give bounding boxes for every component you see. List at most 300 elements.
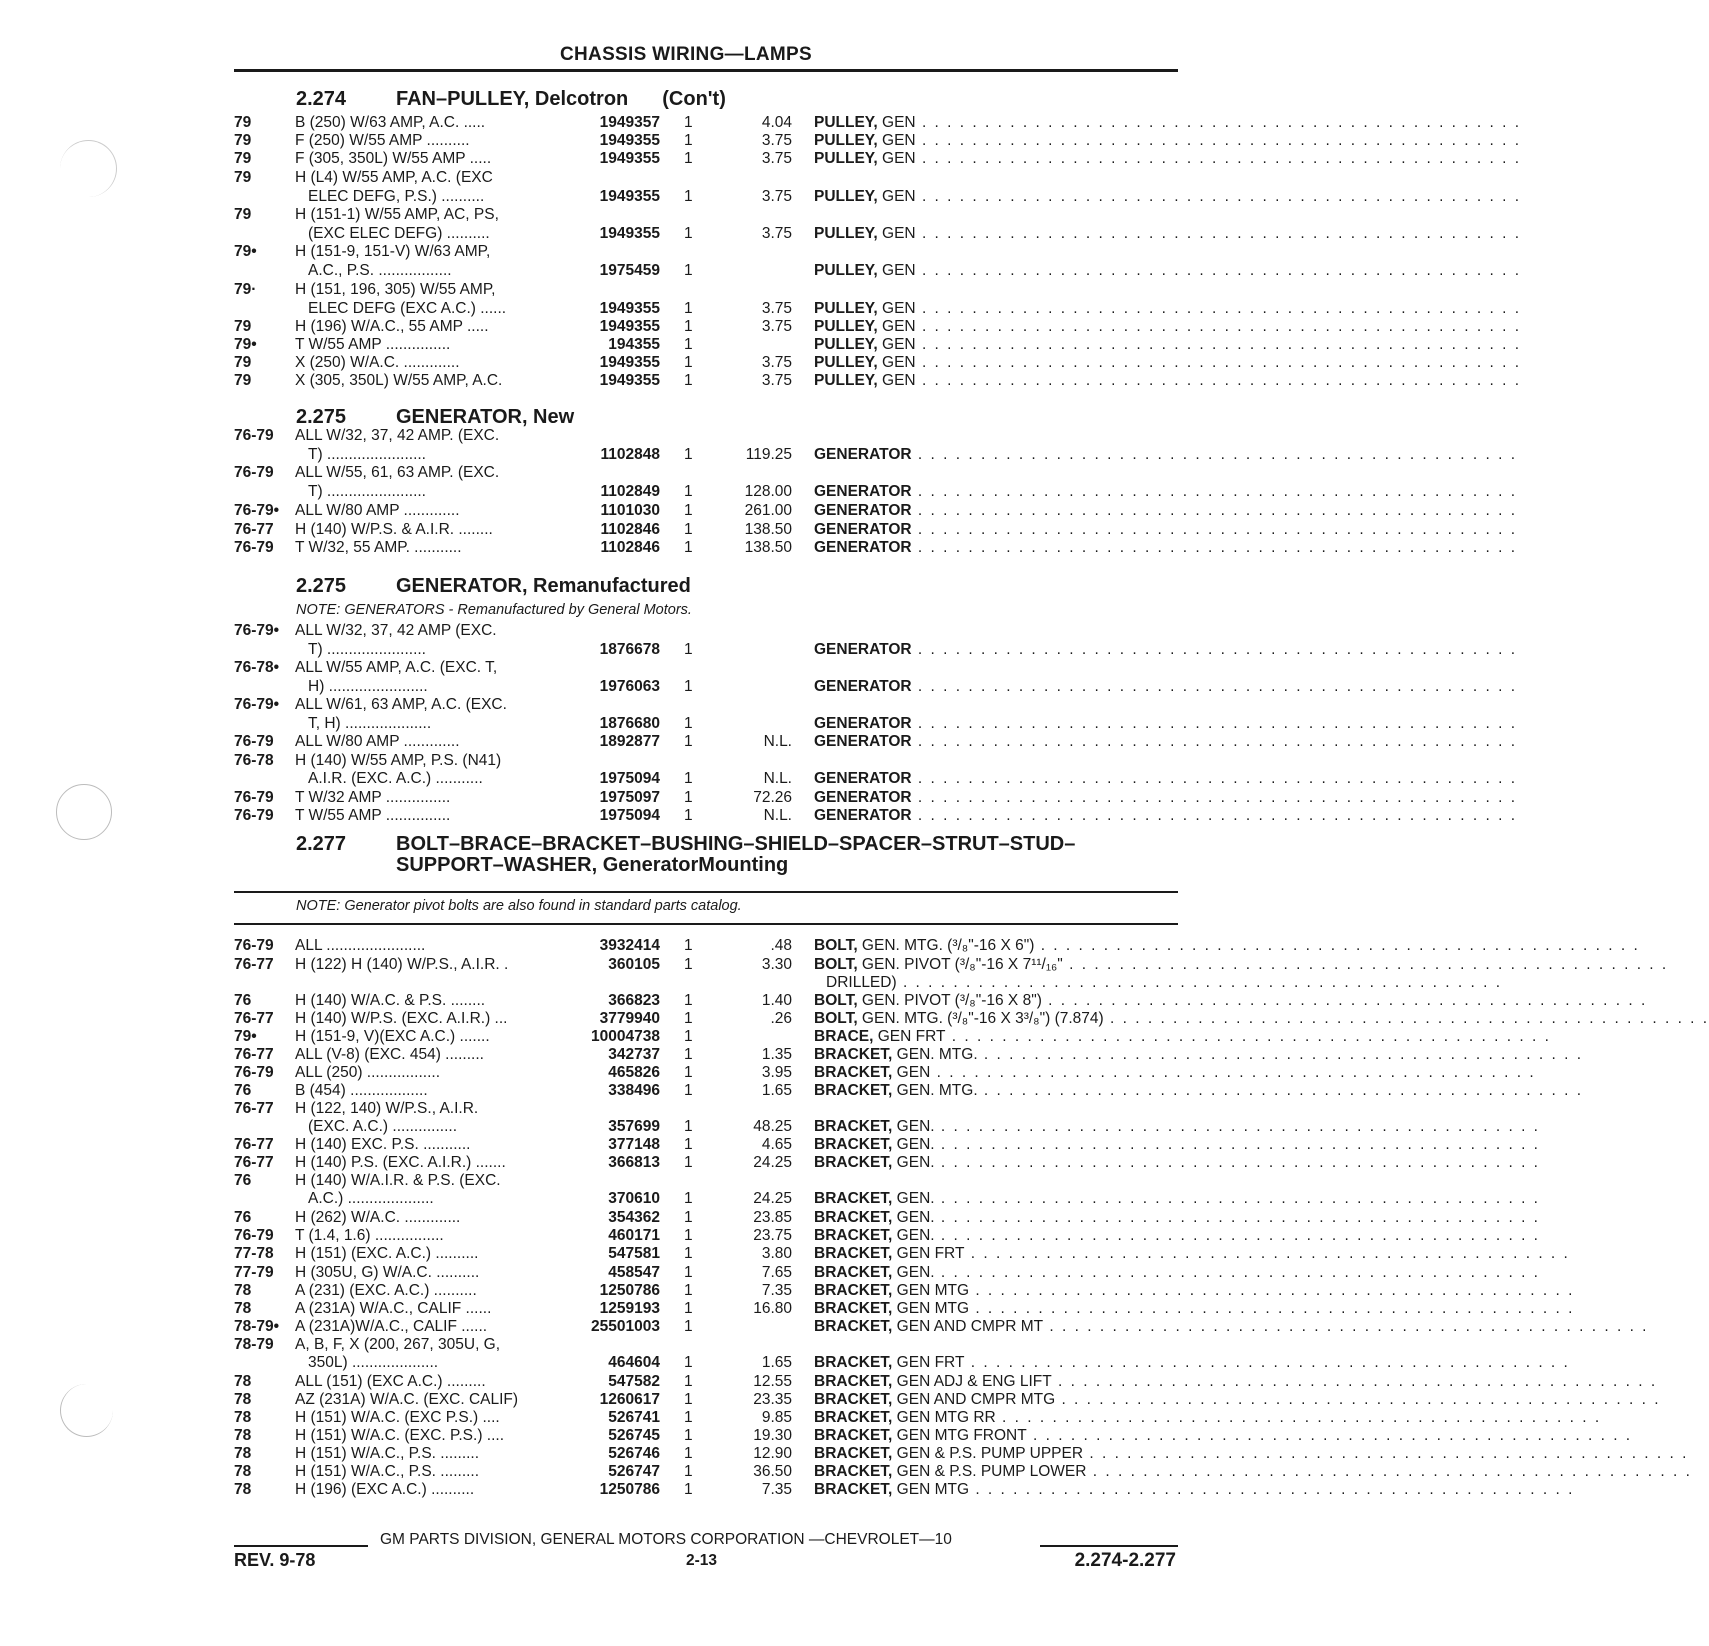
application-description: H (151) W/A.C., P.S. .........: [295, 1445, 480, 1462]
section-note: NOTE: GENERATORS - Remanufactured by General Motors.: [296, 602, 692, 618]
part-name-primary: PULLEY,: [814, 114, 878, 131]
table-row: [0, 1462, 1692, 1481]
application-description: H (122, 140) W/P.S., A.I.R.: [295, 1100, 479, 1117]
application-description: T) .......................: [308, 446, 426, 463]
application-description: A (231A)W/A.C., CALIF ......: [295, 1318, 488, 1335]
application-description: A (231A) W/A.C., CALIF ......: [295, 1300, 492, 1317]
dot-leader: . . . . . . . . . . . . . . . . . . . . . . . . . . . . . . . . . . . . . . . . . . . . . . . .: [995, 1409, 1602, 1426]
section-number: 2.277: [296, 833, 347, 855]
part-number: 342737: [608, 1046, 660, 1063]
table-row: [0, 1426, 1633, 1445]
part-number: 1975459: [599, 262, 660, 279]
dot-leader: . . . . . . . . . . . . . . . . . . . . . . . . . . . . . . . . . . . . . . . . . . . . . . . .: [911, 715, 1518, 732]
list-price: 3.75: [761, 225, 792, 242]
table-row: [0, 335, 1522, 354]
quantity: 1: [684, 300, 693, 317]
part-name: [814, 1135, 1540, 1154]
application-description: (EXC. A.C.) ...............: [308, 1118, 457, 1135]
part-name: [814, 1480, 1575, 1499]
table-row: [0, 973, 1503, 992]
application-description: T) .......................: [308, 483, 426, 500]
dot-leader: . . . . . . . . . . . . . . . . . . . . . . . . . . . . . . . . . . . . . . . . . . . . . . . .: [1026, 1427, 1633, 1444]
list-price: 3.75: [761, 372, 792, 389]
list-price: 1.65: [761, 1354, 792, 1371]
application-description: ALL W/32, 37, 42 AMP (EXC.: [295, 622, 497, 639]
part-name-primary: BRACKET,: [814, 1391, 893, 1408]
application-description: ALL .......................: [295, 937, 426, 954]
part-number: 1949355: [599, 225, 660, 242]
part-name-primary: BRACKET,: [814, 1427, 893, 1444]
part-number: 1975097: [599, 789, 660, 806]
list-price: 16.80: [753, 1300, 792, 1317]
quantity: 1: [684, 1481, 693, 1498]
part-name-primary: BRACKET,: [814, 1082, 893, 1099]
application-description: F (305, 350L) W/55 AMP .....: [295, 150, 492, 167]
quantity: 1: [684, 1264, 693, 1281]
table-row: [0, 769, 1518, 788]
model-year: 76-79: [234, 539, 274, 556]
part-name-primary: PULLEY,: [814, 300, 878, 317]
application-description: T, H) ....................: [308, 715, 432, 732]
table-row: [0, 371, 1522, 390]
part-name-detail: GEN: [877, 132, 916, 149]
quantity: 1: [684, 318, 693, 335]
model-year: 76-78•: [234, 659, 280, 676]
table-row: [0, 991, 1648, 1010]
part-name: [814, 520, 1518, 539]
list-price: 1.35: [761, 1046, 792, 1063]
quantity: 1: [684, 1136, 693, 1153]
model-year: 79: [234, 169, 252, 186]
table-row: [0, 520, 1518, 539]
model-year: 76: [234, 992, 252, 1009]
dot-leader: . . . . . . . . . . . . . . . . . . . . . . . . . . . . . . . . . . . . . . . . . . . . . . . .: [1055, 1391, 1661, 1408]
part-number: 464604: [608, 1354, 660, 1371]
part-number: 10004738: [591, 1028, 660, 1045]
quantity: 1: [684, 1354, 693, 1371]
part-name-primary: BRACKET,: [814, 1227, 893, 1244]
part-number: 1260617: [599, 1391, 660, 1408]
part-name-primary: BRACKET,: [814, 1190, 893, 1207]
part-name-detail: GEN. PIVOT (³/₈"-16 X 8"): [857, 992, 1042, 1009]
dot-leader: . . . . . . . . . . . . . . . . . . . . . . . . . . . . . . . . . . . . . . . . . . . . . . . .: [911, 641, 1518, 658]
part-name-primary: BOLT,: [814, 937, 858, 954]
model-year: 79•: [234, 336, 257, 353]
quantity: 1: [684, 1318, 693, 1335]
part-name-primary: BRACKET,: [814, 1064, 893, 1081]
list-price: 4.65: [761, 1136, 792, 1153]
application-description: ALL W/55, 61, 63 AMP. (EXC.: [295, 464, 500, 481]
model-year: 77-78: [234, 1245, 274, 1262]
table-row: [0, 1317, 1649, 1336]
quantity: 1: [684, 1010, 693, 1027]
part-name-detail: GEN: [877, 225, 916, 242]
dot-leader: . . . . . . . . . . . . . . . . . . . . . . . . . . . . . . . . . . . . . . . . . . . . . . . .: [911, 446, 1518, 463]
dot-leader: . . . . . . . . . . . . . . . . . . . . . . . . . . . . . . . . . . . . . . . . . . . . . . . .: [1086, 1463, 1692, 1480]
part-name: [814, 1408, 1602, 1427]
part-number: 460171: [608, 1227, 660, 1244]
part-name-detail: GEN FRT: [873, 1028, 946, 1045]
table-row: [0, 1226, 1540, 1245]
part-name-detail: GEN MTG: [892, 1481, 970, 1498]
part-name: [814, 1117, 1540, 1136]
model-year: 76-79•: [234, 502, 280, 519]
part-name: [814, 991, 1648, 1010]
model-year: 78: [234, 1300, 252, 1317]
application-description: A (231) (EXC. A.C.) ..........: [295, 1282, 477, 1299]
part-name-primary: BRACE,: [814, 1028, 874, 1045]
dot-leader: . . . . . . . . . . . . . . . . . . . . . . . . . . . . . . . . . . . . . . . . . . . . . . . .: [911, 521, 1518, 538]
application-description: (EXC ELEC DEFG) ..........: [308, 225, 490, 242]
application-description: H (122) H (140) W/P.S., A.I.R. .: [295, 956, 509, 973]
dot-leader: . . . . . . . . . . . . . . . . . . . . . . . . . . . . . . . . . . . . . . . . . . . . . . . .: [1083, 1445, 1689, 1462]
model-year: 76-79: [234, 937, 274, 954]
dot-leader: . . . . . . . . . . . . . . . . . . . . . . . . . . . . . . . . . . . . . . . . . . . . . . . .: [915, 318, 1522, 335]
part-number: 1975094: [599, 770, 660, 787]
application-description: ELEC DEFG (EXC A.C.) ......: [308, 300, 507, 317]
part-number: 526741: [608, 1409, 660, 1426]
table-row: [0, 501, 1518, 520]
table-row: [0, 1244, 1570, 1263]
table-row: [0, 1281, 1575, 1300]
part-name: [814, 335, 1522, 354]
dot-leader: . . . . . . . . . . . . . . . . . . . . . . . . . . . . . . . . . . . . . . . . . . . . . . . .: [945, 1028, 1551, 1045]
list-price: 138.50: [744, 521, 792, 538]
dot-leader: . . . . . . . . . . . . . . . . . . . . . . . . . . . . . . . . . . . . . . . . . . . . . . . .: [911, 539, 1518, 556]
model-year: 76-79•: [234, 622, 280, 639]
quantity: 1: [684, 521, 693, 538]
application-description: ALL (V-8) (EXC. 454) .........: [295, 1046, 484, 1063]
dot-leader: . . . . . . . . . . . . . . . . . . . . . . . . . . . . . . . . . . . . . . . . . . . . . . . .: [911, 789, 1518, 806]
part-name-primary: PULLEY,: [814, 336, 878, 353]
table-row: [0, 1408, 1602, 1427]
part-name-primary: BRACKET,: [814, 1136, 893, 1153]
application-description: ALL W/80 AMP .............: [295, 502, 460, 519]
table-row: [0, 732, 1518, 751]
part-name-primary: PULLEY,: [814, 225, 878, 242]
part-name: [814, 1009, 1709, 1028]
part-number: 1949355: [599, 188, 660, 205]
part-name-detail: GEN & P.S. PUMP UPPER: [892, 1445, 1084, 1462]
dot-leader: . . . . . . . . . . . . . . . . . . . . . . . . . . . . . . . . . . . . . . . . . . . . . . . .: [915, 132, 1522, 149]
table-row: [0, 317, 1522, 336]
section-heading-2-275-reman: [296, 575, 691, 598]
part-name: [814, 1027, 1551, 1046]
note-rule-top: [234, 891, 1178, 893]
quantity: 1: [684, 150, 693, 167]
application-description: A.C., P.S. .................: [308, 262, 452, 279]
part-name-detail: GEN: [877, 262, 916, 279]
application-description: T W/32 AMP ...............: [295, 789, 451, 806]
part-name-primary: BRACKET,: [814, 1264, 893, 1281]
application-description: H (196) W/A.C., 55 AMP .....: [295, 318, 489, 335]
model-year: 78-79•: [234, 1318, 280, 1335]
table-row: [0, 640, 1518, 659]
application-description: B (454) ..................: [295, 1082, 428, 1099]
part-name: [814, 1263, 1540, 1282]
part-name-detail: GEN MTG FRONT: [892, 1427, 1027, 1444]
quantity: 1: [684, 1282, 693, 1299]
list-price: 12.55: [753, 1373, 792, 1390]
part-number: 377148: [608, 1136, 660, 1153]
part-name: [814, 732, 1518, 751]
model-year: 78: [234, 1445, 252, 1462]
list-price: 3.75: [761, 150, 792, 167]
part-name: [814, 806, 1518, 825]
part-name-primary: BRACKET,: [814, 1118, 893, 1135]
quantity: 1: [684, 937, 693, 954]
quantity: 1: [684, 733, 693, 750]
part-name-primary: GENERATOR: [814, 446, 912, 463]
table-row: [0, 1045, 1584, 1064]
list-price: 24.25: [753, 1154, 792, 1171]
part-number: 1102846: [600, 539, 660, 556]
part-name-primary: GENERATOR: [814, 770, 912, 787]
part-name: [814, 936, 1640, 955]
application-description: H) .......................: [308, 678, 428, 695]
model-year: 76-79: [234, 733, 274, 750]
part-name: [814, 149, 1522, 168]
part-name-primary: BRACKET,: [814, 1445, 893, 1462]
model-year: 76-79: [234, 427, 274, 444]
section-continued: (Con't): [662, 88, 726, 110]
quantity: 1: [684, 446, 693, 463]
list-price: 72.26: [753, 789, 792, 806]
model-year: 78: [234, 1463, 252, 1480]
section-heading-2-274: [296, 88, 726, 111]
section-heading-2-277: [296, 834, 1075, 876]
model-year: 79: [234, 318, 252, 335]
dot-leader: . . . . . . . . . . . . . . . . . . . . . . . . . . . . . . . . . . . . . . . . . . . . . . . .: [969, 1282, 1575, 1299]
application-description: 350L) ....................: [308, 1354, 439, 1371]
part-name-primary: PULLEY,: [814, 354, 878, 371]
quantity: 1: [684, 502, 693, 519]
table-row: [0, 224, 1522, 243]
quantity: 1: [684, 789, 693, 806]
footer-rule-left: [234, 1545, 368, 1547]
section-number: 2.275: [296, 406, 347, 428]
dot-leader: . . . . . . . . . . . . . . . . . . . . . . . . . . . . . . . . . . . . . . . . . . . . . . . .: [911, 502, 1518, 519]
table-row: [0, 149, 1522, 168]
model-year: 76: [234, 1172, 252, 1189]
part-number: 3932414: [599, 937, 660, 954]
table-row: [0, 1063, 1536, 1082]
part-name: [814, 788, 1518, 807]
part-name-primary: BRACKET,: [814, 1481, 893, 1498]
model-year: 76-79: [234, 789, 274, 806]
application-description: H (151-1) W/55 AMP, AC, PS,: [295, 206, 499, 223]
table-row: [0, 806, 1518, 825]
table-row: [0, 1444, 1689, 1463]
table-row: [0, 658, 1280, 677]
application-description: H (151, 196, 305) W/55 AMP,: [295, 281, 496, 298]
quantity: 1: [684, 1227, 693, 1244]
dot-leader: . . . . . . . . . . . . . . . . . . . . . . . . . . . . . . . . . . . . . . . . . . . . . . . .: [1041, 992, 1648, 1009]
dot-leader: . . . . . . . . . . . . . . . . . . . . . . . . . . . . . . . . . . . . . . . . . . . . . . . .: [977, 1082, 1584, 1099]
quantity: 1: [684, 1082, 693, 1099]
model-year: 77-79: [234, 1264, 274, 1281]
list-price: 119.25: [745, 446, 792, 463]
table-row: [0, 299, 1522, 318]
table-row: [0, 1335, 1280, 1354]
part-name-primary: BRACKET,: [814, 1354, 893, 1371]
part-name-primary: BOLT,: [814, 992, 858, 1009]
dot-leader: . . . . . . . . . . . . . . . . . . . . . . . . . . . . . . . . . . . . . . . . . . . . . . . .: [915, 354, 1522, 371]
part-number: 1976063: [599, 678, 660, 695]
section-note: NOTE: Generator pivot bolts are also found in standard parts catalog.: [296, 898, 742, 914]
model-year: 76-79•: [234, 696, 280, 713]
model-year: 79•: [234, 243, 257, 260]
dot-leader: . . . . . . . . . . . . . . . . . . . . . . . . . . . . . . . . . . . . . . . . . . . . . . . .: [964, 1245, 1570, 1262]
part-name: [814, 1153, 1540, 1172]
table-row: [0, 1009, 1709, 1028]
application-description: H (151) W/A.C. (EXC. P.S.) ....: [295, 1427, 505, 1444]
part-name: [814, 1372, 1658, 1391]
part-name-detail: GEN: [892, 1064, 931, 1081]
part-name: [814, 482, 1518, 501]
part-name-primary: PULLEY,: [814, 188, 878, 205]
part-name-detail: GEN: [877, 150, 916, 167]
quantity: 1: [684, 114, 693, 131]
quantity: 1: [684, 539, 693, 556]
part-number: 194355: [608, 336, 660, 353]
application-description: A.C.) ....................: [308, 1190, 434, 1207]
list-price: 24.25: [753, 1190, 792, 1207]
part-name-detail: GEN.: [892, 1264, 935, 1281]
part-name-detail: GEN. MTG.: [892, 1046, 978, 1063]
part-number: 1949355: [599, 300, 660, 317]
quantity: 1: [684, 1445, 693, 1462]
part-name: [814, 1226, 1540, 1245]
part-number: 1876680: [599, 715, 660, 732]
list-price: 23.85: [753, 1209, 792, 1226]
part-number: 354362: [608, 1209, 660, 1226]
quantity: 1: [684, 1118, 693, 1135]
model-year: 78: [234, 1409, 252, 1426]
model-year: 76-77: [234, 1154, 274, 1171]
part-number: 1102848: [600, 446, 660, 463]
model-year: 76-77: [234, 1010, 274, 1027]
quantity: 1: [684, 354, 693, 371]
quantity: 1: [684, 1190, 693, 1207]
part-name-primary: GENERATOR: [814, 715, 912, 732]
part-name: [814, 353, 1522, 372]
quantity: 1: [684, 715, 693, 732]
quantity: 1: [684, 1300, 693, 1317]
model-year: 78-79: [234, 1336, 274, 1353]
part-name-primary: BRACKET,: [814, 1046, 893, 1063]
footer-page-number: 2-13: [686, 1552, 718, 1569]
list-price: 12.90: [753, 1445, 792, 1462]
part-name-detail: GEN: [877, 114, 916, 131]
application-description: H (151) W/A.C., P.S. .........: [295, 1463, 480, 1480]
table-row: [0, 280, 1280, 299]
application-description: ALL W/32, 37, 42 AMP. (EXC.: [295, 427, 500, 444]
quantity: 1: [684, 1373, 693, 1390]
part-number: 526746: [608, 1445, 660, 1462]
model-year: 76-79: [234, 1064, 274, 1081]
part-name-primary: GENERATOR: [814, 789, 912, 806]
dot-leader: . . . . . . . . . . . . . . . . . . . . . . . . . . . . . . . . . . . . . . . . . . . . . . . .: [915, 150, 1522, 167]
list-price: 3.75: [761, 132, 792, 149]
model-year: 79: [234, 132, 252, 149]
part-name-detail: GEN: [877, 354, 916, 371]
application-description: T) .......................: [308, 641, 426, 658]
part-name-detail: DRILLED): [826, 974, 897, 991]
part-number: 458547: [608, 1264, 660, 1281]
application-description: AZ (231A) W/A.C. (EXC. CALIF): [295, 1391, 519, 1408]
quantity: 1: [684, 336, 693, 353]
part-number: 547581: [608, 1245, 660, 1262]
model-year: 78: [234, 1282, 252, 1299]
part-name: [814, 187, 1522, 206]
list-price: 4.04: [761, 114, 792, 131]
part-name: [814, 1317, 1649, 1336]
part-number: 1975094: [599, 807, 660, 824]
model-year: 76-78: [234, 752, 274, 769]
section-title-line2: SUPPORT–WASHER, GeneratorMounting: [396, 854, 789, 876]
dot-leader: . . . . . . . . . . . . . . . . . . . . . . . . . . . . . . . . . . . . . . . . . . . . . . . .: [1103, 1010, 1709, 1027]
part-name: [814, 1353, 1570, 1372]
part-number: 370610: [608, 1190, 660, 1207]
part-name-primary: BOLT,: [814, 956, 858, 973]
part-name: [826, 973, 1503, 992]
list-price: 3.80: [761, 1245, 792, 1262]
part-name: [814, 640, 1518, 659]
part-name-detail: GEN.: [892, 1136, 935, 1153]
part-name: [814, 113, 1522, 132]
part-name-primary: GENERATOR: [814, 733, 912, 750]
quantity: 1: [684, 807, 693, 824]
list-price: 23.75: [753, 1227, 792, 1244]
part-name-primary: BRACKET,: [814, 1282, 893, 1299]
part-name-primary: PULLEY,: [814, 262, 878, 279]
part-name: [814, 1189, 1540, 1208]
table-row: [0, 242, 1280, 261]
part-name: [814, 445, 1518, 464]
part-name-primary: BRACKET,: [814, 1318, 893, 1335]
application-description: H (140) P.S. (EXC. A.I.R.) .......: [295, 1154, 506, 1171]
model-year: 76-77: [234, 1100, 274, 1117]
application-description: T W/55 AMP ...............: [295, 336, 451, 353]
application-description: H (140) EXC. P.S. ...........: [295, 1136, 471, 1153]
table-row: [0, 677, 1518, 696]
part-name: [814, 1244, 1570, 1263]
table-row: [0, 1372, 1658, 1391]
list-price: 138.50: [744, 539, 792, 556]
table-row: [0, 788, 1518, 807]
application-description: H (151-9, V)(EXC A.C.) .......: [295, 1028, 490, 1045]
list-price: 3.75: [761, 318, 792, 335]
model-year: 76: [234, 1209, 252, 1226]
quantity: 1: [684, 188, 693, 205]
part-number: 526745: [608, 1427, 660, 1444]
part-name: [814, 1045, 1584, 1064]
section-title: GENERATOR, New: [396, 406, 575, 428]
dot-leader: . . . . . . . . . . . . . . . . . . . . . . . . . . . . . . . . . . . . . . . . . . . . . . . .: [1034, 937, 1640, 954]
application-description: ALL W/55 AMP, A.C. (EXC. T,: [295, 659, 498, 676]
table-row: [0, 1153, 1540, 1172]
footer-revision: REV. 9-78: [234, 1550, 316, 1570]
table-row: [0, 426, 1280, 445]
table-row: [0, 187, 1522, 206]
dot-leader: . . . . . . . . . . . . . . . . . . . . . . . . . . . . . . . . . . . . . . . . . . . . . . . .: [1051, 1373, 1658, 1390]
quantity: 1: [684, 1463, 693, 1480]
section-number: 2.275: [296, 575, 347, 597]
part-number: 366823: [608, 992, 660, 1009]
list-price: 7.35: [761, 1481, 792, 1498]
section-title: GENERATOR, Remanufactured: [396, 575, 691, 597]
